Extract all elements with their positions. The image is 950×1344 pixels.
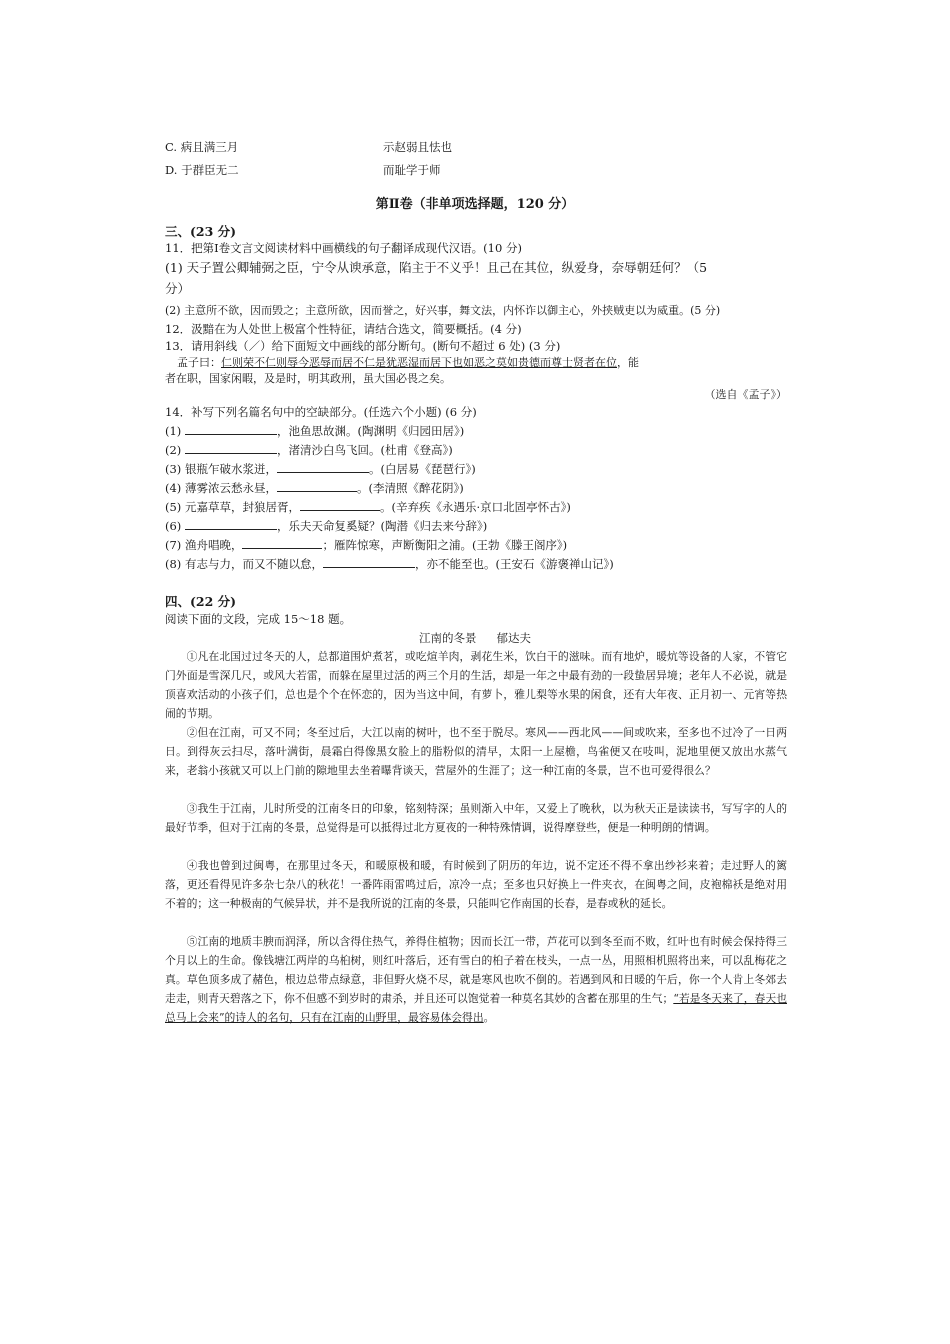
fill-item: (5) 元嘉草草，封狼居胥， 。(辛弃疾《永遇乐·京口北固亭怀古》) bbox=[165, 500, 571, 514]
answer-blank[interactable] bbox=[185, 423, 277, 435]
answer-blank[interactable] bbox=[300, 499, 380, 511]
essay-paragraph-5: ⑤江南的地质丰腴而润泽，所以含得住热气，养得住植物；因而长江一带，芦花可以到冬至而不败，红叶也有时候会保持得三个月以上的生命。像钱塘江两岸的乌桕树，则红叶落后，还有雪白的桕子着在枝头，一点一丛，用照相机照将出来，可以乱梅花之真。草色顶多成了赭色，根边总带点绿意，非但野火烧不尽，就是寒风也吹不倒的。若遇到风和日暖的午后，你一个人肯上冬郊去走走，则青天碧落之下，你不但感不到岁时的肃杀，并且还可以饱觉着一种莫名其妙的含蓄在那里的生气；“若是冬天来了，春天也总马上会来”的诗人的名句，只有在江南的山野里，最容易体会得出。 bbox=[165, 935, 787, 1024]
mencius-passage-line1 bbox=[177, 355, 639, 371]
essay-paragraph-1: ①凡在北国过过冬天的人，总都道围炉煮茗，或吃煊羊肉，剥花生米，饮白干的滋味。而有地炉，暖炕等设备的人家，不管它门外面是雪深几尺，或风大若雷，而躲在屋里过活的两三个月的生活，却是一年之中最有劲的一段蛰居异境；老年人不必说，就是顶喜欢活动的小孩子们，总也是个个在怀恋的，因为当这中间，有萝卜，雅儿梨等水果的闲食，还有大年夜、正月初一、元宵等热闹的节期。 bbox=[165, 650, 787, 720]
fill-item: (4) 薄雾浓云愁永昼， 。(李清照《醉花阴》) bbox=[165, 481, 464, 495]
fill-item: (6) ，乐夫天命复奚疑？(陶潜《归去来兮辞》) bbox=[165, 519, 488, 533]
answer-blank[interactable] bbox=[323, 556, 415, 568]
question-12: 12．汲黯在为人处世上极富个性特征，请结合选文，简要概括。(4 分) bbox=[165, 322, 522, 336]
essay-author: 郁达夫 bbox=[496, 631, 531, 645]
mencius-lead: 孟子曰： bbox=[177, 356, 221, 369]
mencius-underlined: 仁则荣不仁则辱今恶辱而居不仁是犹恶湿而居下也如恶之莫如贵德而尊士贤者在位 bbox=[221, 356, 617, 369]
fill-item: (8) 有志与力，而又不随以怠， ，亦不能至也。(王安石《游褒禅山记》) bbox=[165, 557, 614, 571]
answer-blank[interactable] bbox=[242, 537, 322, 549]
option-d-pair: 而耻学于师 bbox=[383, 163, 441, 177]
question-11: 11．把第Ⅰ卷文言文阅读材料中画横线的句子翻译成现代汉语。(10 分) bbox=[165, 241, 522, 255]
question-11-part2: (2) 主意所不欲，因而毁之；主意所欲，因而誉之，好兴事，舞文法，内怀诈以御主心，外挟贼吏以为威重。(5 分) bbox=[165, 304, 721, 317]
section3-heading: 三、(23 分) bbox=[165, 224, 237, 239]
mencius-source: （选自《孟子》） bbox=[704, 388, 787, 401]
question-13: 13．请用斜线（／）给下面短文中画线的部分断句。(断句不超过 6 处) (3 分) bbox=[165, 339, 561, 353]
fill-item: (2) ，渚清沙白鸟飞回。(杜甫《登高》) bbox=[165, 443, 453, 457]
question-11-part1-end: 分） bbox=[165, 281, 191, 296]
fill-item: (7) 渔舟唱晚， ；雁阵惊寒，声断衡阳之浦。(王勃《滕王阁序》) bbox=[165, 538, 568, 552]
essay-paragraph-2: ②但在江南，可又不同；冬至过后，大江以南的树叶，也不至于脱尽。寒风——西北风——间或吹来，至多也不过冷了一日两日。到得灰云扫尽，落叶满街，晨霜白得像黑女脸上的脂粉似的清早，太阳一上屋檐，鸟雀便又在吱叫，泥地里便又放出水蒸气来，老翁小孩就又可以上门前的隙地里去坐着曝背谈天，营屋外的生涯了；这一种江南的冬景，岂不也可爱得很么？ bbox=[165, 726, 787, 777]
mencius-passage-line2: 者在职，国家闲暇，及是时，明其政刑，虽大国必畏之矣。 bbox=[165, 372, 451, 385]
essay-paragraph-5-text: ⑤江南的地质丰腴而润泽，所以含得住热气，养得住植物；因而长江一带，芦花可以到冬至而不败，红叶也有时候会保持得三个月以上的生命。像钱塘江两岸的乌桕树，则红叶落后，还有雪白的桕子着在枝头，一点一丛，用照相机照将出来，可以乱梅花之真。草色顶多成了赭色，根边总带点绿意，非但野火烧不尽，就是寒风也吹不倒的。若遇到风和日暖的午后，你一个人肯上冬郊去走走，则青天碧落之下，你不但感不到岁时的肃杀，并且还可以饱觉着一种莫名其妙的含蓄在那里的生气； bbox=[165, 935, 787, 1005]
essay-title: 江南的冬景 bbox=[419, 631, 477, 645]
section4-intro: 阅读下面的文段，完成 15～18 题。 bbox=[165, 612, 352, 626]
fill-item: (3) 银瓶乍破水浆迸， 。(白居易《琵琶行》) bbox=[165, 462, 476, 476]
answer-blank[interactable] bbox=[277, 480, 357, 492]
part2-title: 第Ⅱ卷（非单项选择题，120 分） bbox=[375, 197, 575, 212]
answer-blank[interactable] bbox=[277, 461, 369, 473]
option-c: C. 病且满三月 bbox=[165, 140, 239, 154]
essay-paragraph-3: ③我生于江南，儿时所受的江南冬日的印象，铭刻特深；虽则渐入中年，又爱上了晚秋，以为秋天正是读读书，写写字的人的最好节季，但对于江南的冬景，总觉得是可以抵得过北方夏夜的一种特殊情调，说得摩登些，便是一种明朗的情调。 bbox=[165, 802, 787, 834]
fill-item: (1) ，池鱼思故渊。(陶渊明《归园田居》) bbox=[165, 424, 465, 438]
essay-underlined-sentence: “若是冬天来了，春天也总马上会来”的诗人的名句，只有在江南的山野里，最容易体会得出 bbox=[165, 992, 787, 1024]
essay-heading bbox=[0, 630, 950, 646]
option-d: D. 于群臣无二 bbox=[165, 163, 239, 177]
answer-blank[interactable] bbox=[185, 442, 277, 454]
question-14: 14．补写下列名篇名句中的空缺部分。(任选六个小题) (6 分) bbox=[165, 405, 477, 419]
question-11-part1: (1) 天子置公卿辅弼之臣，宁令从谀承意，陷主于不义乎！且己在其位，纵爱身，奈辱朝廷何？（5 bbox=[165, 260, 708, 275]
option-c-pair: 示赵弱且怯也 bbox=[383, 140, 452, 154]
essay-paragraph-4: ④我也曾到过闽粤，在那里过冬天，和暖原极和暖，有时候到了阴历的年边，说不定还不得不拿出纱衫来着；走过野人的篱落，更还看得见许多杂七杂八的秋花！一番阵雨雷鸣过后，凉冷一点；至多也只好换上一件夹衣，在闽粤之间，皮袍棉袄是绝对用不着的；这一种极南的气候异状，并不是我所说的江南的冬景，只能叫它作南国的长春，是春或秋的延长。 bbox=[165, 859, 787, 910]
mencius-trail: ，能 bbox=[617, 356, 639, 369]
section4-heading: 四、(22 分) bbox=[165, 594, 237, 609]
answer-blank[interactable] bbox=[185, 518, 277, 530]
